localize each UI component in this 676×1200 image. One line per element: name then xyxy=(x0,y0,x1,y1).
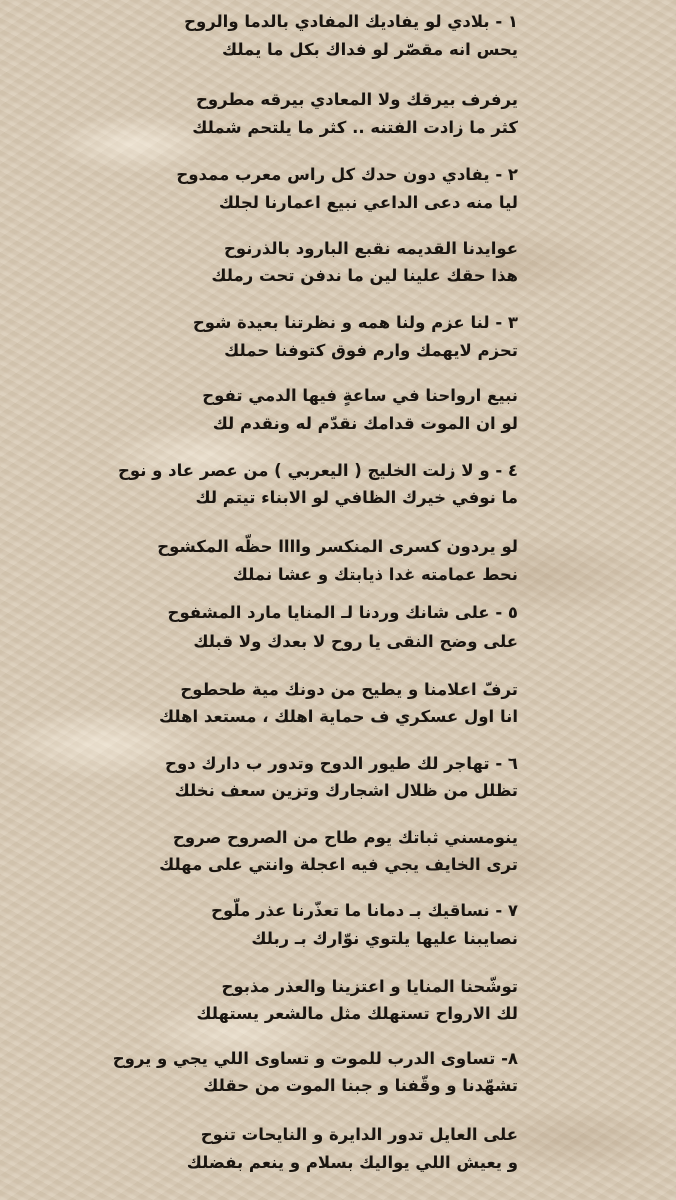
poem-line: نصايبنا عليها يلتوي نوّارك بـ ربلك xyxy=(251,929,518,948)
poem-line: ١ - بلادي لو يفاديك المفادي بالدما والروح xyxy=(184,12,518,31)
poem-line: يحس انه مقصّر لو فداك بكل ما يملك xyxy=(221,40,518,59)
poem-line: ٤ - و لا زلت الخليج ( اليعربي ) من عصر عاد و نوح xyxy=(117,461,518,480)
poem-line: يرفرف بيرقك ولا المعادي بيرقه مطروح xyxy=(195,90,518,109)
poem-line: ما نوفي خيرك الظافي لو ‏‎الابناء تيتم لك xyxy=(195,488,518,507)
poem-line: توشّحنا المنايا و اعتزينا والعذر مذبوح xyxy=(221,977,518,996)
poem-line: هذا حقك علينا لين ما ندفن تحت رملك xyxy=(211,266,518,285)
poem-line: ٨- تساوى الدرب للموت و تساوى اللي يجي و يروح xyxy=(112,1049,518,1068)
poem-line: عوايدنا القديمه نقبع البارود بالذرنوح xyxy=(223,239,518,258)
poem-line: ترفّ اعلامنا و يطيح من دونك مية طحطوح xyxy=(180,680,518,699)
poem-line: ٢ - يفادي دون حدك كل راس معرب ممدوح xyxy=(176,165,518,184)
poem-line: لو ان الموت قدامك نقدّم له ونقدم لك xyxy=(212,414,518,433)
poem-line: كثر ما زادت الفتنه .. كثر ما يلتحم شملك xyxy=(192,118,518,137)
poem-line: تحزم لايهمك وارم فوق كتوفنا حملك xyxy=(224,341,518,360)
poem-line: على وضح النقى يا روح لا بعدك ولا قبلك xyxy=(193,632,518,651)
poem-line: ترى الخايف يجي فيه اعجلة وانتي على مهلك xyxy=(159,855,518,874)
poem-line: ليا منه دعى الداعي نبيع اعمارنا لجلك xyxy=(218,193,518,212)
poem-line: لك الارواح تستهلك مثل مالشعر يستهلك xyxy=(196,1004,518,1023)
poem-line: تظلل من ظلال اشجارك وتزين سعف نخلك xyxy=(174,781,518,800)
poem-line: ٦ - تهاجر لك طيور الدوح وتدور ب دارك دوح xyxy=(165,754,518,773)
poem-line: تشهّدنا و وقّفنا و جبنا الموت من حقلك xyxy=(203,1076,518,1095)
poem-line: ينومسني ثباتك يوم طاح من الصروح صروح xyxy=(172,828,518,847)
poem-line: و يعيش اللي يواليك بسلام و ينعم بفضلك xyxy=(186,1153,518,1172)
poem-line: على العايل تدور الدايرة و النايحات تنوح xyxy=(200,1125,518,1144)
poem-line: ٣ - لنا عزم ولنا همه و نظرتنا بعيدة شوح xyxy=(192,313,518,332)
poem-line: ٥ - على شانك وردنا لـ المنايا مارد المشفوح xyxy=(167,603,518,622)
poem-line: نحط عمامته غدا ذيابتك و عشا نملك xyxy=(232,565,518,584)
poem-line: لو يردون كسرى المنكسر واااا حظّه المكشوح xyxy=(157,537,518,556)
poem-line: انا اول عسكري ف حماية اهلك ، مستعد اهلك xyxy=(158,707,518,726)
poem-line: نبيع ارواحنا في ساعةٍ فيها الدمي تفوح xyxy=(202,386,518,405)
poem-line: ٧ - نساقيك بـ دمانا ما تعذّرنا عذر ملّوح xyxy=(211,901,518,920)
